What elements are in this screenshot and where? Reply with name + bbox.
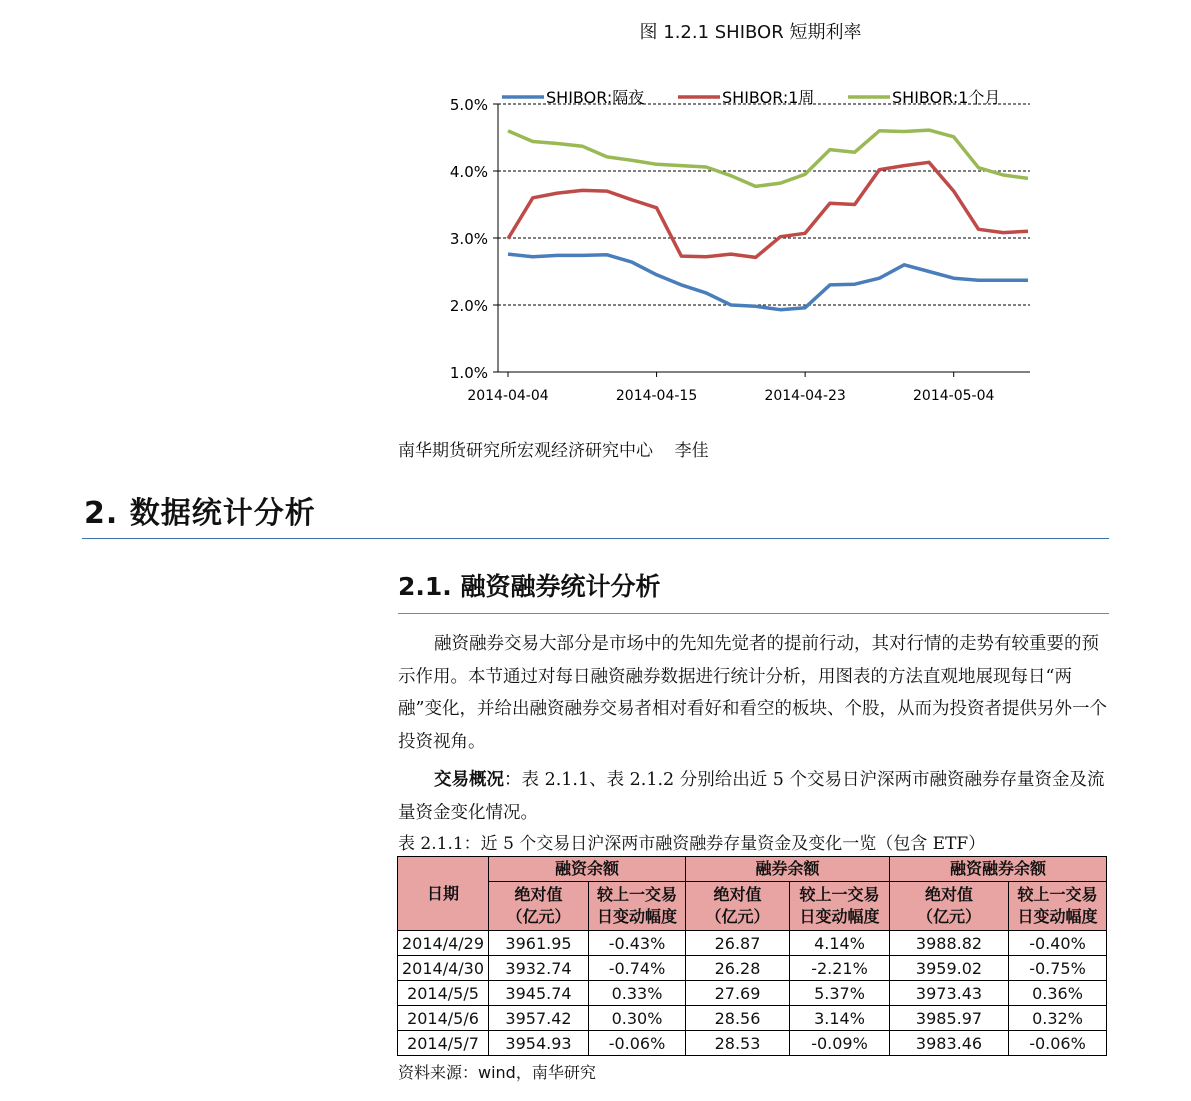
date-header: 日期: [398, 857, 489, 931]
sub-header-5: [1009, 882, 1107, 931]
value-cell: -0.74%: [589, 956, 686, 981]
table-row: [398, 1006, 1107, 1031]
table-body: [398, 931, 1107, 1056]
figure-caption: 图 1.2.1 SHIBOR 短期利率: [639, 22, 862, 43]
x-tick-label: 2014-04-23: [764, 388, 846, 404]
value-cell: -0.43%: [589, 931, 686, 956]
sub-header-0: [489, 882, 589, 931]
table-source: 资料来源：wind，南华研究: [398, 1063, 596, 1082]
legend-label-0: SHIBOR:隔夜: [546, 88, 645, 107]
y-tick-label: 3.0%: [449, 230, 488, 248]
value-cell: 3959.02: [890, 956, 1009, 981]
value-cell: -0.40%: [1009, 931, 1107, 956]
value-cell: 28.56: [686, 1006, 790, 1031]
value-cell: 3988.82: [890, 931, 1009, 956]
sub-header-row: [398, 882, 1107, 931]
overview-text: ：表 2.1.1、表 2.1.2 分别给出近 5 个交易日沪深两市融资融券存量资金及流量资金变化情况。: [398, 770, 1105, 823]
value-cell: 27.69: [686, 981, 790, 1006]
sub-header-2: [686, 882, 790, 931]
value-cell: 3932.74: [489, 956, 589, 981]
series-line-1: [508, 162, 1028, 257]
source-line: 南华期货研究所宏观经济研究中心 李佳: [398, 441, 709, 461]
subsection-rule: [398, 613, 1109, 614]
group-header-financing: 融资余额: [489, 857, 686, 882]
value-cell: 28.53: [686, 1031, 790, 1056]
value-cell: 3.14%: [790, 1006, 890, 1031]
section-rule: [82, 538, 1109, 539]
series-line-2: [508, 130, 1028, 186]
section-number: 2.: [84, 496, 119, 531]
subsection-number: 2.1.: [398, 572, 452, 601]
sub-header-4: [890, 882, 1009, 931]
table-row: [398, 956, 1107, 981]
value-cell: 5.37%: [790, 981, 890, 1006]
shibor-line-chart: [420, 80, 1040, 410]
legend-label-1: SHIBOR:1周: [722, 88, 815, 107]
x-tick-label: 2014-04-04: [467, 388, 549, 404]
value-cell: -0.09%: [790, 1031, 890, 1056]
date-cell: 2014/4/29: [398, 931, 489, 956]
chart-legend: [502, 88, 1000, 107]
value-cell: 3954.93: [489, 1031, 589, 1056]
sub-header-line: （亿元）: [506, 907, 571, 926]
sub-header-line: 日变动幅度: [1017, 907, 1098, 926]
sub-header-line: 较上一交易: [799, 885, 880, 904]
value-cell: 3985.97: [890, 1006, 1009, 1031]
legend-label-2: SHIBOR:1个月: [892, 88, 1001, 107]
date-cell: 2014/4/30: [398, 956, 489, 981]
sub-header-line: （亿元）: [916, 907, 981, 926]
sub-header-line: 较上一交易: [596, 885, 677, 904]
section-heading: [84, 488, 316, 532]
intro-paragraph-text: 融资融券交易大部分是市场中的先知先觉者的提前行动，其对行情的走势有较重要的预示作用。本节通过对每日融资融券数据进行统计分析，用图表的方法直观地展现每日“两融”变化，并给出融资融券交易者相对看好和看空的板块、个股，从而为投资者提供另外一个投资视角。: [398, 634, 1107, 752]
value-cell: 3961.95: [489, 931, 589, 956]
subsection-title: 融资融券统计分析: [460, 572, 661, 601]
group-header-total: 融资融券余额: [890, 857, 1107, 882]
sub-header-3: [790, 882, 890, 931]
table-row: [398, 981, 1107, 1006]
chart-y-tick-labels: [450, 96, 488, 382]
sub-header-line: 日变动幅度: [799, 907, 880, 926]
value-cell: 3973.43: [890, 981, 1009, 1006]
sub-header-line: （亿元）: [705, 907, 770, 926]
sub-header-line: 日变动幅度: [596, 907, 677, 926]
chart-x-tick-labels: [467, 388, 994, 404]
y-tick-label: 2.0%: [449, 297, 488, 315]
sub-header-1: [589, 882, 686, 931]
section-title: 数据统计分析: [129, 496, 316, 531]
value-cell: -0.06%: [589, 1031, 686, 1056]
overview-label: 交易概况: [434, 770, 504, 790]
value-cell: 26.87: [686, 931, 790, 956]
x-tick-label: 2014-04-15: [615, 388, 698, 404]
value-cell: 3945.74: [489, 981, 589, 1006]
intro-paragraph: [398, 628, 1110, 758]
chart-series-lines: [508, 130, 1028, 310]
sub-header-line: 较上一交易: [1017, 885, 1098, 904]
sub-header-line: 绝对值: [924, 885, 973, 904]
value-cell: 4.14%: [790, 931, 890, 956]
overview-paragraph: [398, 764, 1110, 829]
sub-header-line: 绝对值: [713, 885, 762, 904]
value-cell: 3957.42: [489, 1006, 589, 1031]
date-cell: 2014/5/5: [398, 981, 489, 1006]
value-cell: -0.06%: [1009, 1031, 1107, 1056]
y-tick-label: 5.0%: [449, 96, 488, 114]
value-cell: 0.33%: [589, 981, 686, 1006]
sub-header-line: 绝对值: [514, 885, 563, 904]
margin-trading-table: [397, 856, 1107, 1056]
value-cell: 0.32%: [1009, 1006, 1107, 1031]
value-cell: 0.30%: [589, 1006, 686, 1031]
value-cell: 0.36%: [1009, 981, 1107, 1006]
group-header-securities-lending: 融券余额: [686, 857, 890, 882]
value-cell: 26.28: [686, 956, 790, 981]
value-cell: 3983.46: [890, 1031, 1009, 1056]
subsection-heading: [398, 567, 661, 603]
table-row: [398, 931, 1107, 956]
value-cell: -2.21%: [790, 956, 890, 981]
x-tick-label: 2014-05-04: [913, 388, 995, 404]
y-tick-label: 4.0%: [449, 163, 488, 181]
y-tick-label: 1.0%: [449, 364, 488, 382]
series-line-0: [508, 254, 1028, 310]
value-cell: -0.75%: [1009, 956, 1107, 981]
table-caption: 表 2.1.1：近 5 个交易日沪深两市融资融券存量资金及变化一览（包含 ETF）: [398, 834, 986, 854]
date-cell: 2014/5/6: [398, 1006, 489, 1031]
table-row: [398, 1031, 1107, 1056]
date-cell: 2014/5/7: [398, 1031, 489, 1056]
